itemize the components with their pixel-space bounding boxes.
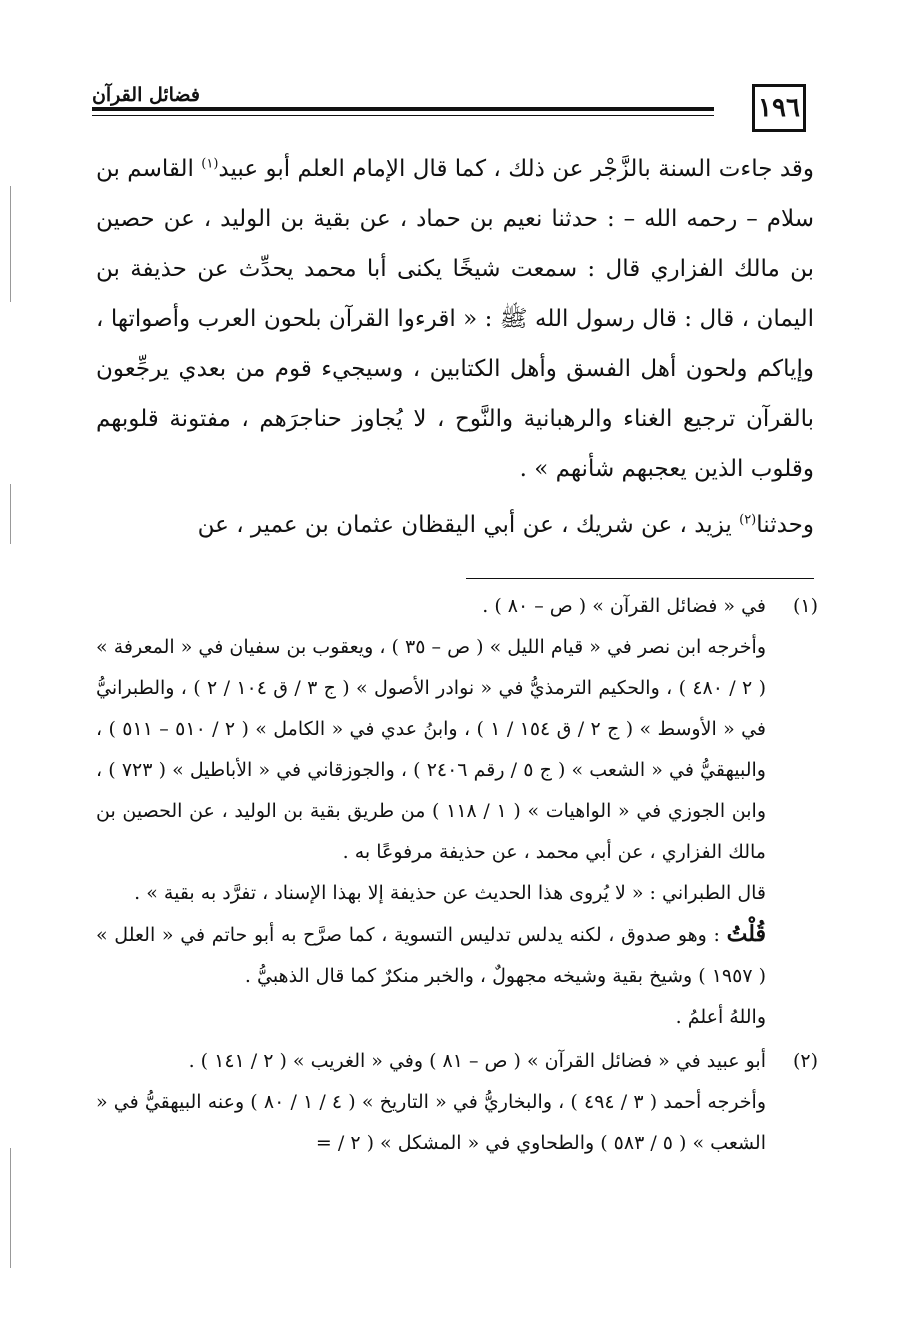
footnote-line: أبو عبيد في « فضائل القرآن » ( ص – ٨١ ) وفي « الغريب » ( ٢ / ١٤١ ) . (188, 1050, 766, 1072)
footnote-2 (96, 1041, 818, 1164)
qultu-label: قُلْتُ (726, 921, 766, 947)
main-paragraph-1 (96, 144, 814, 494)
footnote-ref-2: (٢) (739, 512, 757, 528)
footnote-number: (٢) (792, 1050, 818, 1072)
footnote-line: قال الطبراني : « لا يُروى هذا الحديث عن حذيفة إلا بهذا الإسناد ، تفرَّد به بقية » . (134, 882, 766, 904)
header-rule-thick (92, 107, 714, 111)
qultu-text: : وهو صدوق ، لكنه يدلس تدليس التسوية ، كما صرَّح به أبو حاتم في « العلل » ( ١٩٥٧ ) وشيخ بقية وشيخه مجهولٌ ، والخبر منكرٌ كما قال الذهبيُّ . (96, 924, 766, 987)
page-header (0, 0, 916, 150)
paragraph-2-pre: وحدثنا (756, 512, 814, 538)
header-rule-thin (92, 115, 714, 116)
footnote-line: وأخرجه أحمد ( ٣ / ٤٩٤ ) ، والبخاريُّ في « التاريخ » ( ٤ / ١ / ٨٠ ) وعنه البيهقيُّ في « الشعب » ( ٥ / ٥٨٣ ) والطحاوي في « المشكل » ( ٢ / = (96, 1091, 766, 1154)
footnote-closing: واللهُ أعلمُ . (675, 1006, 766, 1028)
page-number: ١٩٦ (752, 84, 806, 132)
footnote-body (96, 1041, 766, 1164)
footnote-body (96, 586, 766, 1038)
footnote-qultu (96, 914, 766, 997)
paragraph-1-post: القاسم بن سلام – رحمه الله – : حدثنا نعيم بن حماد ، عن بقية بن الوليد ، عن حصين بن مالك الفزاري قال : سمعت شيخًا يكنى أبا محمد يحدِّث عن حذيفة بن اليمان ، قال : قال رسول الله ﷺ : « اقرءوا القرآن بلحون العرب وأصواتها ، وإياكم ولحون أهل الفسق وأهل الكتابين ، وسيجيء قوم من بعدي يرجِّعون بالقرآن ترجيع الغناء والرهبانية والنَّوح ، لا يُجاوز حناجرَهم ، مفتونة قلوبهم وقلوب الذين يعجبهم شأنهم » . (96, 156, 814, 482)
paragraph-2-post: يزيد ، عن شريك ، عن أبي اليقظان عثمان بن عمير ، عن (197, 512, 740, 538)
footnote-line: في « فضائل القرآن » ( ص – ٨٠ ) . (482, 595, 766, 617)
footnote-1 (96, 586, 818, 1038)
main-paragraph-2 (96, 500, 814, 550)
footnote-ref-1: (١) (201, 156, 219, 172)
footnotes (96, 586, 818, 1167)
footnote-line: وأخرجه ابن نصر في « قيام الليل » ( ص – ٣٥ ) ، ويعقوب بن سفيان في « المعرفة » ( ٢ / ٤٨٠ ) ، والحكيم الترمذيُّ في « نوادر الأصول » ( ج ٣ / ق ١٠٤ / ٢ ) ، والطبرانيُّ في « الأوسط » ( ج ٢ / ق ١٥٤ / ١ ) ، وابنُ عدي في « الكامل » ( ٢ / ٥١٠ – ٥١١ ) ، والبيهقيُّ في « الشعب » ( ج ٥ / رقم ٢٤٠٦ ) ، والجوزقاني في « الأباطيل » ( ٧٢٣ ) ، وابن الجوزي في « الواهيات » ( ١ / ١١٨ ) من طريق بقية بن الوليد ، عن الحصين بن مالك الفزاري ، عن أبي محمد ، عن حذيفة مرفوعًا به . (96, 636, 766, 863)
scan-edge-mark (10, 484, 11, 544)
scan-edge-mark (10, 1148, 11, 1268)
paragraph-1-pre: وقد جاءت السنة بالزَّجْر عن ذلك ، كما قال الإمام العلم أبو عبيد (218, 156, 814, 182)
footnote-number: (١) (792, 595, 818, 617)
footnote-separator (466, 578, 814, 579)
main-text (96, 144, 814, 550)
scan-edge-mark (10, 186, 11, 302)
running-title: فضائل القرآن (91, 84, 200, 106)
